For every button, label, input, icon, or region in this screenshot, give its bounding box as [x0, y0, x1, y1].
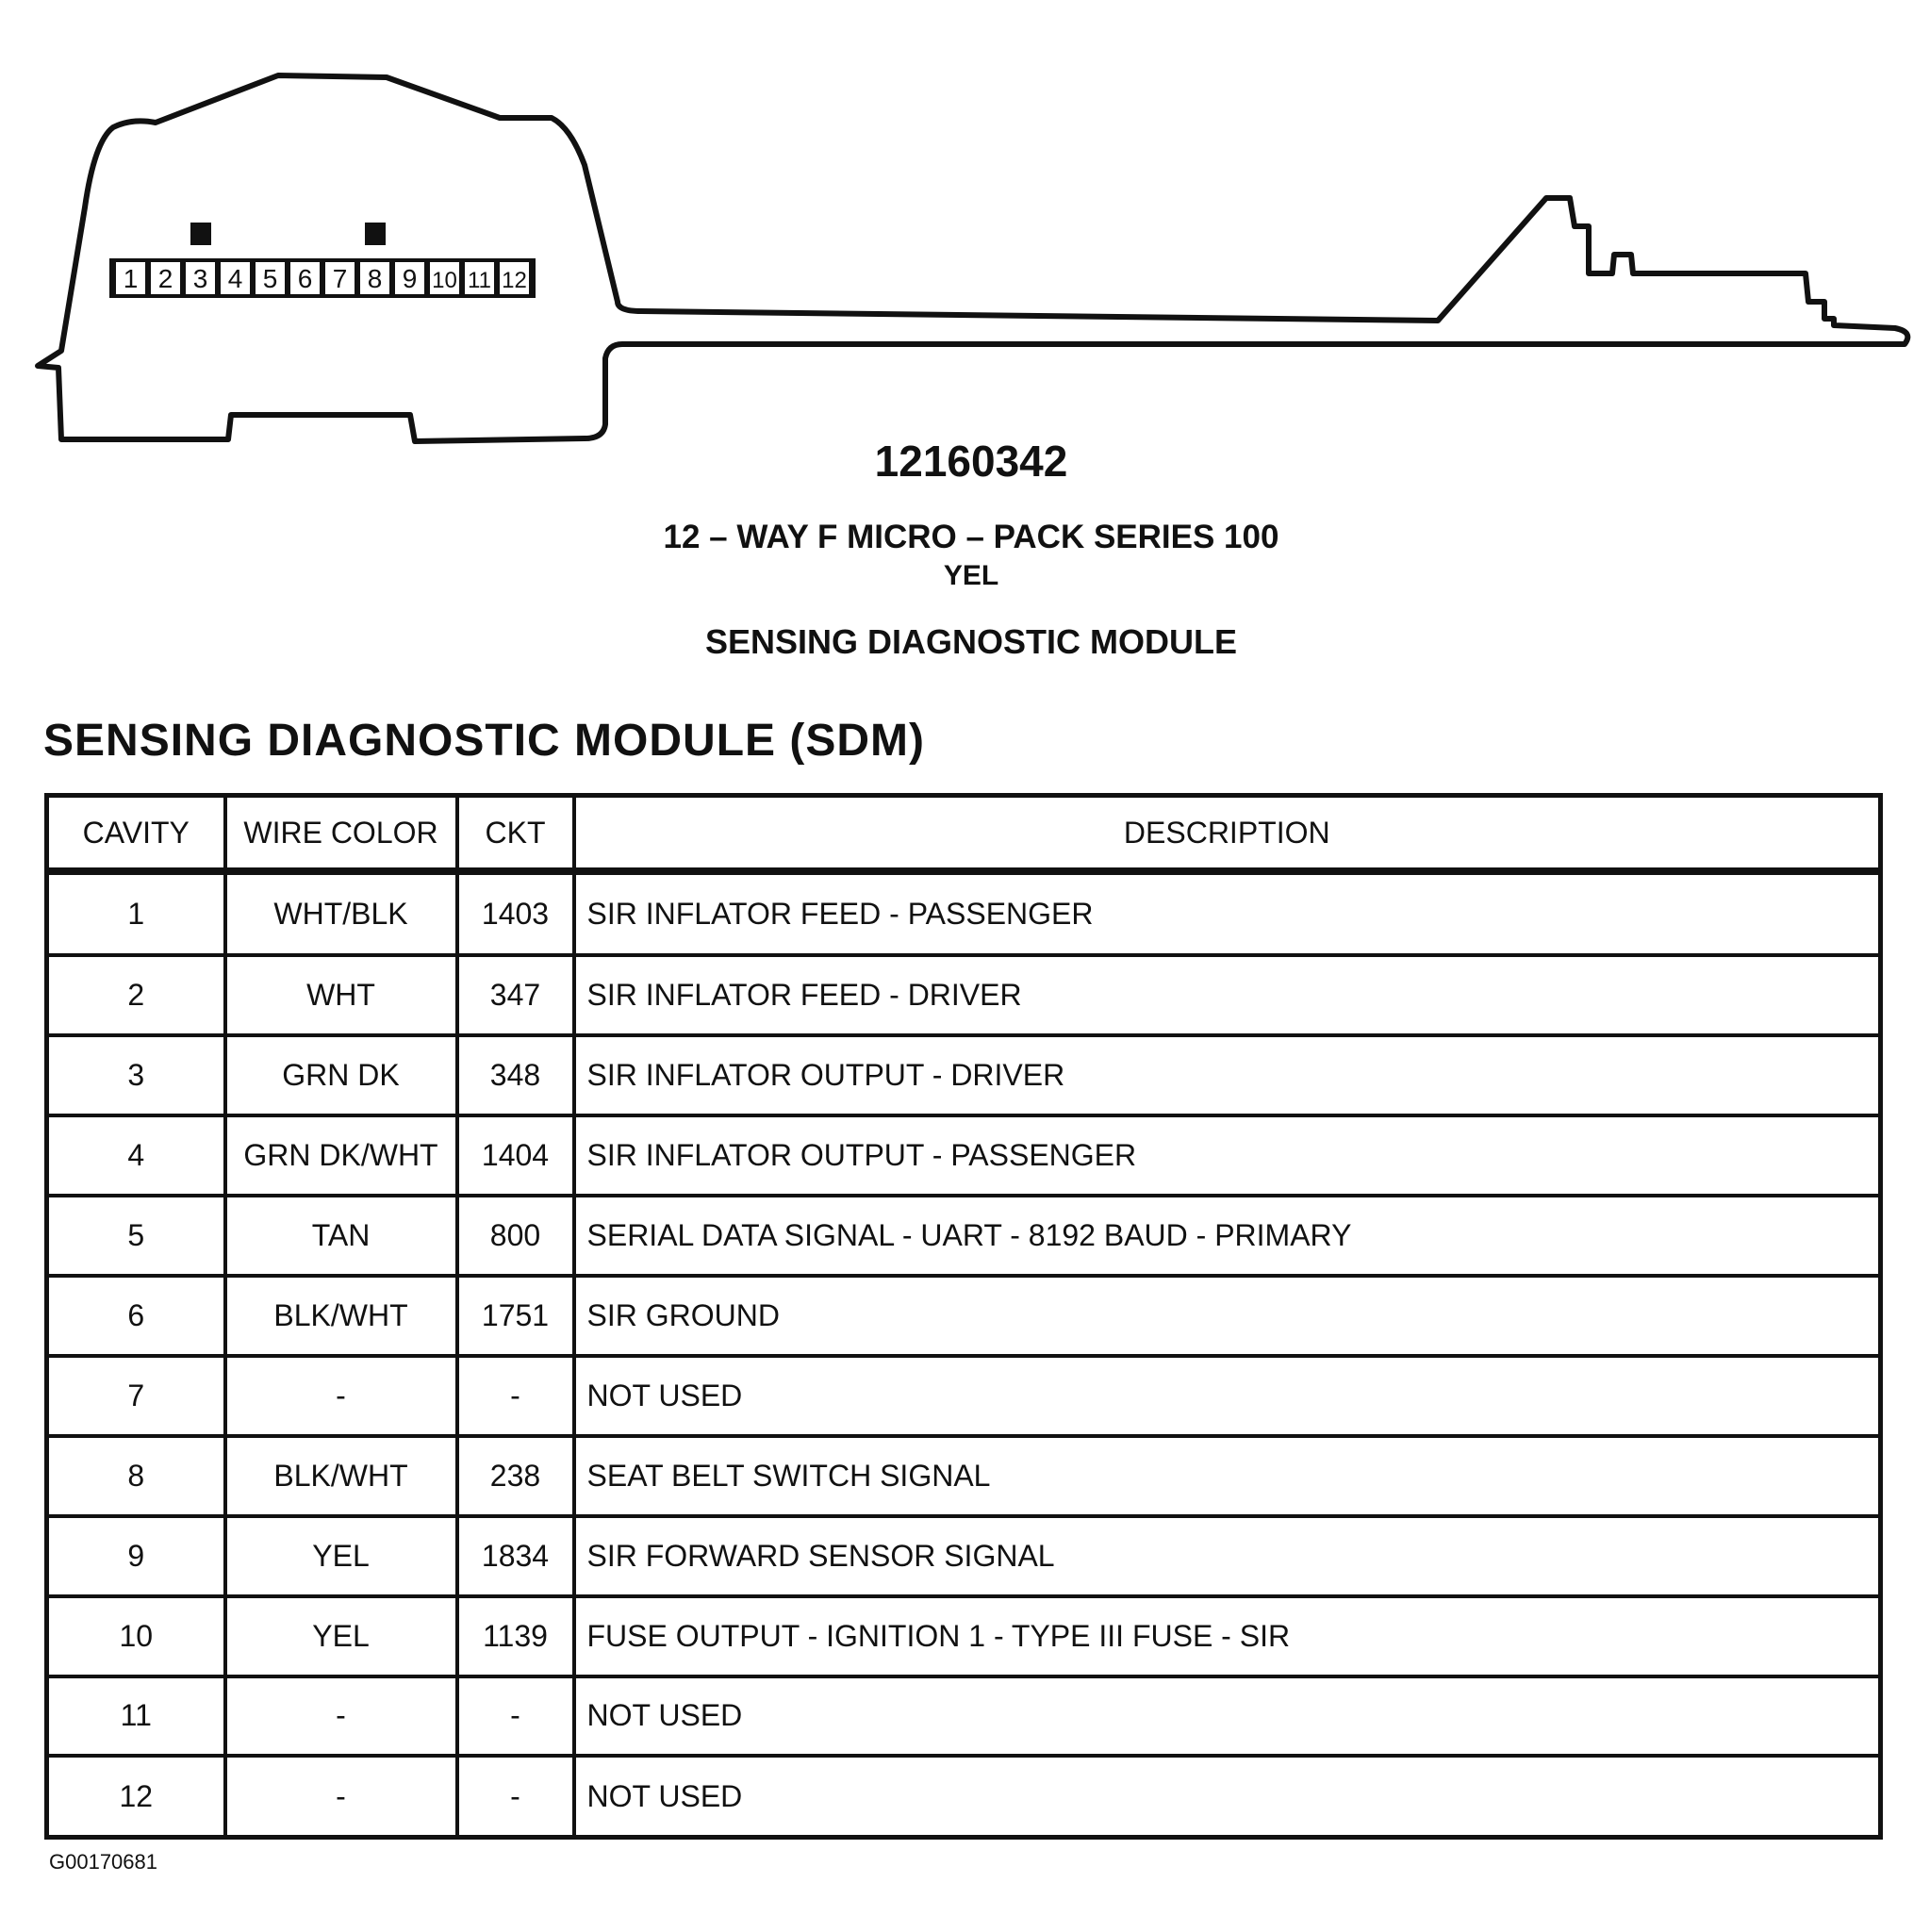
key-marker [365, 223, 386, 245]
cavity-label: 10 [432, 268, 457, 293]
table-row [47, 1676, 1881, 1757]
key-marker [190, 223, 211, 245]
connector-diagram [0, 0, 1930, 490]
cell-cavity: 3 [47, 1035, 225, 1115]
part-number: 12160342 [874, 437, 1068, 486]
table-row [47, 871, 1881, 955]
figure-id: G00170681 [49, 1850, 157, 1874]
cavity-label: 8 [367, 264, 383, 293]
table-row [47, 1276, 1881, 1356]
cell-cavity: 6 [47, 1276, 225, 1356]
table-row [47, 1035, 1881, 1115]
table-row [47, 955, 1881, 1035]
cell-wire-color: - [225, 1756, 457, 1837]
cell-description: SERIAL DATA SIGNAL - UART - 8192 BAUD - PRIMARY [574, 1196, 1881, 1276]
cell-wire-color: TAN [225, 1196, 457, 1276]
cell-ckt: 1139 [457, 1596, 574, 1676]
cell-wire-color: BLK/WHT [225, 1436, 457, 1516]
cell-cavity: 2 [47, 955, 225, 1035]
cavity-label: 4 [227, 264, 243, 293]
cell-cavity: 5 [47, 1196, 225, 1276]
cavity-row [109, 223, 536, 298]
cell-wire-color: GRN DK/WHT [225, 1115, 457, 1196]
cell-description: SIR INFLATOR OUTPUT - PASSENGER [574, 1115, 1881, 1196]
table-row [47, 1436, 1881, 1516]
cell-cavity: 10 [47, 1596, 225, 1676]
table-title: SENSING DIAGNOSTIC MODULE (SDM) [43, 716, 926, 766]
cell-wire-color: YEL [225, 1596, 457, 1676]
cell-wire-color: GRN DK [225, 1035, 457, 1115]
cell-description: SIR FORWARD SENSOR SIGNAL [574, 1516, 1881, 1596]
header-cavity: CAVITY [47, 796, 225, 872]
cell-description: SIR INFLATOR FEED - DRIVER [574, 955, 1881, 1035]
cell-description: NOT USED [574, 1356, 1881, 1436]
header-wire-color: WIRE COLOR [225, 796, 457, 872]
cell-cavity: 1 [47, 871, 225, 955]
cell-cavity: 11 [47, 1676, 225, 1757]
table-row [47, 1196, 1881, 1276]
cell-wire-color: WHT/BLK [225, 871, 457, 955]
cavity-label: 1 [123, 264, 139, 293]
cell-ckt: - [457, 1356, 574, 1436]
cavity-label: 2 [157, 264, 173, 293]
cell-cavity: 8 [47, 1436, 225, 1516]
cell-cavity: 9 [47, 1516, 225, 1596]
table-row [47, 1756, 1881, 1837]
table-row [47, 1356, 1881, 1436]
cell-ckt: - [457, 1676, 574, 1757]
cavity-label: 5 [262, 264, 278, 293]
cell-ckt: 238 [457, 1436, 574, 1516]
cell-ckt: 348 [457, 1035, 574, 1115]
cell-wire-color: YEL [225, 1516, 457, 1596]
cell-wire-color: - [225, 1676, 457, 1757]
cell-ckt: 800 [457, 1196, 574, 1276]
cell-wire-color: - [225, 1356, 457, 1436]
cell-wire-color: WHT [225, 955, 457, 1035]
cell-description: NOT USED [574, 1676, 1881, 1757]
cell-ckt: 1404 [457, 1115, 574, 1196]
cell-description: FUSE OUTPUT - IGNITION 1 - TYPE III FUSE - SIR [574, 1596, 1881, 1676]
cell-cavity: 7 [47, 1356, 225, 1436]
pinout-table [44, 793, 1883, 1840]
connector-type: 12 – WAY F MICRO – PACK SERIES 100 [663, 519, 1279, 555]
cavity-label: 11 [468, 268, 491, 293]
header-ckt: CKT [457, 796, 574, 872]
table-row [47, 1596, 1881, 1676]
cell-description: SEAT BELT SWITCH SIGNAL [574, 1436, 1881, 1516]
table-row [47, 1115, 1881, 1196]
cell-ckt: 1751 [457, 1276, 574, 1356]
header-description: DESCRIPTION [574, 796, 1881, 872]
cell-description: SIR GROUND [574, 1276, 1881, 1356]
cell-ckt: 1834 [457, 1516, 574, 1596]
connector-color: YEL [943, 560, 999, 591]
cavity-label: 7 [332, 264, 348, 293]
cavity-label: 3 [192, 264, 208, 293]
cavity-label: 6 [297, 264, 313, 293]
cell-description: SIR INFLATOR OUTPUT - DRIVER [574, 1035, 1881, 1115]
connector-name: SENSING DIAGNOSTIC MODULE [704, 622, 1238, 661]
cell-cavity: 12 [47, 1756, 225, 1837]
cell-description: NOT USED [574, 1756, 1881, 1837]
cell-cavity: 4 [47, 1115, 225, 1196]
cell-ckt: 347 [457, 955, 574, 1035]
table-row [47, 1516, 1881, 1596]
cavity-label: 9 [402, 264, 418, 293]
cavity-label: 12 [502, 268, 527, 293]
cell-ckt: 1403 [457, 871, 574, 955]
cell-wire-color: BLK/WHT [225, 1276, 457, 1356]
cell-ckt: - [457, 1756, 574, 1837]
cell-description: SIR INFLATOR FEED - PASSENGER [574, 871, 1881, 955]
table-header-row [47, 796, 1881, 872]
